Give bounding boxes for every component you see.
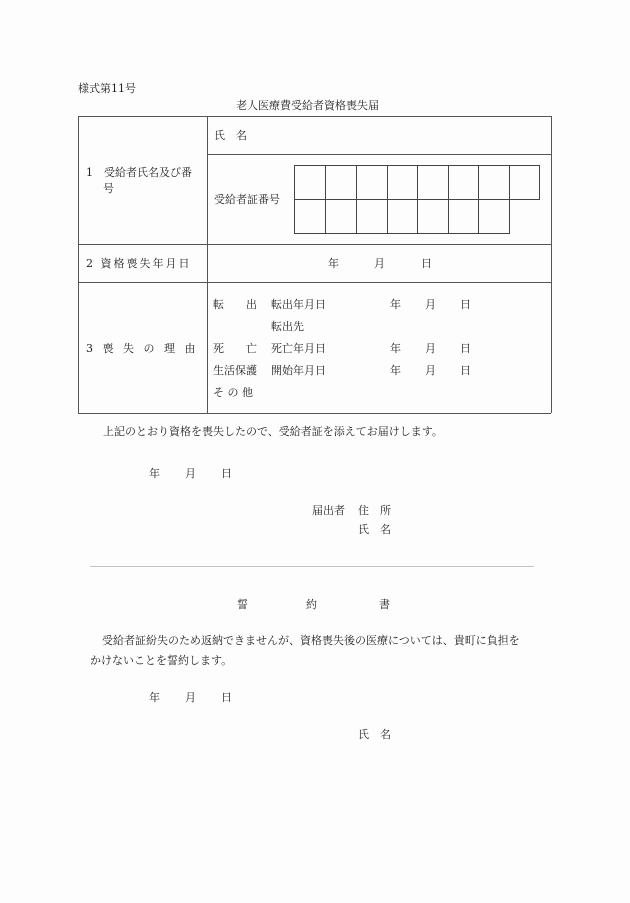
submitter-address-label: 住 所 xyxy=(358,504,391,517)
reason-field: 転出先 xyxy=(271,320,304,333)
cert-digit-cell[interactable] xyxy=(448,165,479,200)
row1-label: 1 受給者氏名及び番 xyxy=(86,166,192,179)
cert-digit-cell[interactable] xyxy=(478,199,510,234)
cert-digit-cell[interactable] xyxy=(417,199,449,234)
submit-date-month: 月 xyxy=(185,467,196,480)
cert-digit-cell[interactable] xyxy=(509,165,540,200)
reason-month: 月 xyxy=(425,364,436,377)
reason-type: 死 亡 xyxy=(213,342,257,355)
table-divider-name xyxy=(207,154,551,155)
loss-date-year: 年 xyxy=(328,257,339,270)
pledge-title-char: 書 xyxy=(379,598,390,611)
table-border-left xyxy=(78,116,79,413)
submitter-label: 届出者 xyxy=(312,504,345,517)
reason-year: 年 xyxy=(390,342,401,355)
cert-digit-cell[interactable] xyxy=(356,199,388,234)
cert-digit-cell[interactable] xyxy=(294,165,326,200)
statement-text: 上記のとおり資格を喪失したので、受給者証を添えてお届けします。 xyxy=(103,425,443,438)
table-divider-row3 xyxy=(78,282,551,283)
reason-day: 日 xyxy=(460,364,471,377)
row1-label-cont: 号 xyxy=(103,182,114,195)
reason-year: 年 xyxy=(390,298,401,311)
name-field[interactable] xyxy=(259,126,544,146)
form-title: 老人医療費受給者資格喪失届 xyxy=(236,99,379,112)
name-label: 氏 名 xyxy=(214,129,247,142)
cert-number-label: 受給者証番号 xyxy=(214,193,280,206)
reason-year: 年 xyxy=(390,364,401,377)
cert-digit-cell[interactable] xyxy=(448,199,479,234)
cert-digit-cell[interactable] xyxy=(478,165,510,200)
cert-digit-cell[interactable] xyxy=(294,199,326,234)
submit-date-year: 年 xyxy=(149,467,160,480)
pledge-title-char: 約 xyxy=(306,598,317,611)
table-border-right xyxy=(551,116,552,413)
table-column-divider xyxy=(207,116,208,413)
loss-date-month: 月 xyxy=(374,257,385,270)
table-border-top xyxy=(78,116,551,117)
reason-type: 転 出 xyxy=(213,298,257,311)
section-separator xyxy=(90,566,534,567)
pledge-text-line2: かけないことを誓約します。 xyxy=(90,654,233,667)
loss-date-day: 日 xyxy=(421,257,432,270)
reason-day: 日 xyxy=(460,342,471,355)
pledge-date-year: 年 xyxy=(149,691,160,704)
reason-month: 月 xyxy=(425,342,436,355)
cert-digit-cell[interactable] xyxy=(356,165,388,200)
pledge-text-line1: 受給者証紛失のため返納できませんが、資格喪失後の医療については、貴町に負担を xyxy=(102,634,520,647)
pledge-date-month: 月 xyxy=(185,691,196,704)
cert-digit-cell[interactable] xyxy=(387,165,418,200)
reason-type: 生活保護 xyxy=(213,364,257,377)
pledge-date-day: 日 xyxy=(221,691,232,704)
reason-type: そ の 他 xyxy=(213,386,253,399)
pledge-title-char: 誓 xyxy=(237,598,248,611)
reason-field: 死亡年月日 xyxy=(271,342,326,355)
cert-digit-cell[interactable] xyxy=(417,165,449,200)
submitter-name-label: 氏 名 xyxy=(358,523,391,536)
cert-digit-cell[interactable] xyxy=(325,165,357,200)
table-divider-row2 xyxy=(78,244,551,245)
cert-digit-cell[interactable] xyxy=(387,199,418,234)
submit-date-day: 日 xyxy=(221,467,232,480)
reason-day: 日 xyxy=(460,298,471,311)
cert-digit-cell[interactable] xyxy=(325,199,357,234)
form-number: 様式第11号 xyxy=(78,82,136,95)
row3-label: 3 喪 失 の 理 由 xyxy=(86,342,199,355)
pledge-name-label: 氏 名 xyxy=(358,728,391,741)
reason-month: 月 xyxy=(425,298,436,311)
reason-field: 転出年月日 xyxy=(271,298,326,311)
reason-field: 開始年月日 xyxy=(271,364,326,377)
row2-label: 2 資格喪失年月日 xyxy=(86,257,192,270)
table-border-bottom xyxy=(78,413,551,414)
